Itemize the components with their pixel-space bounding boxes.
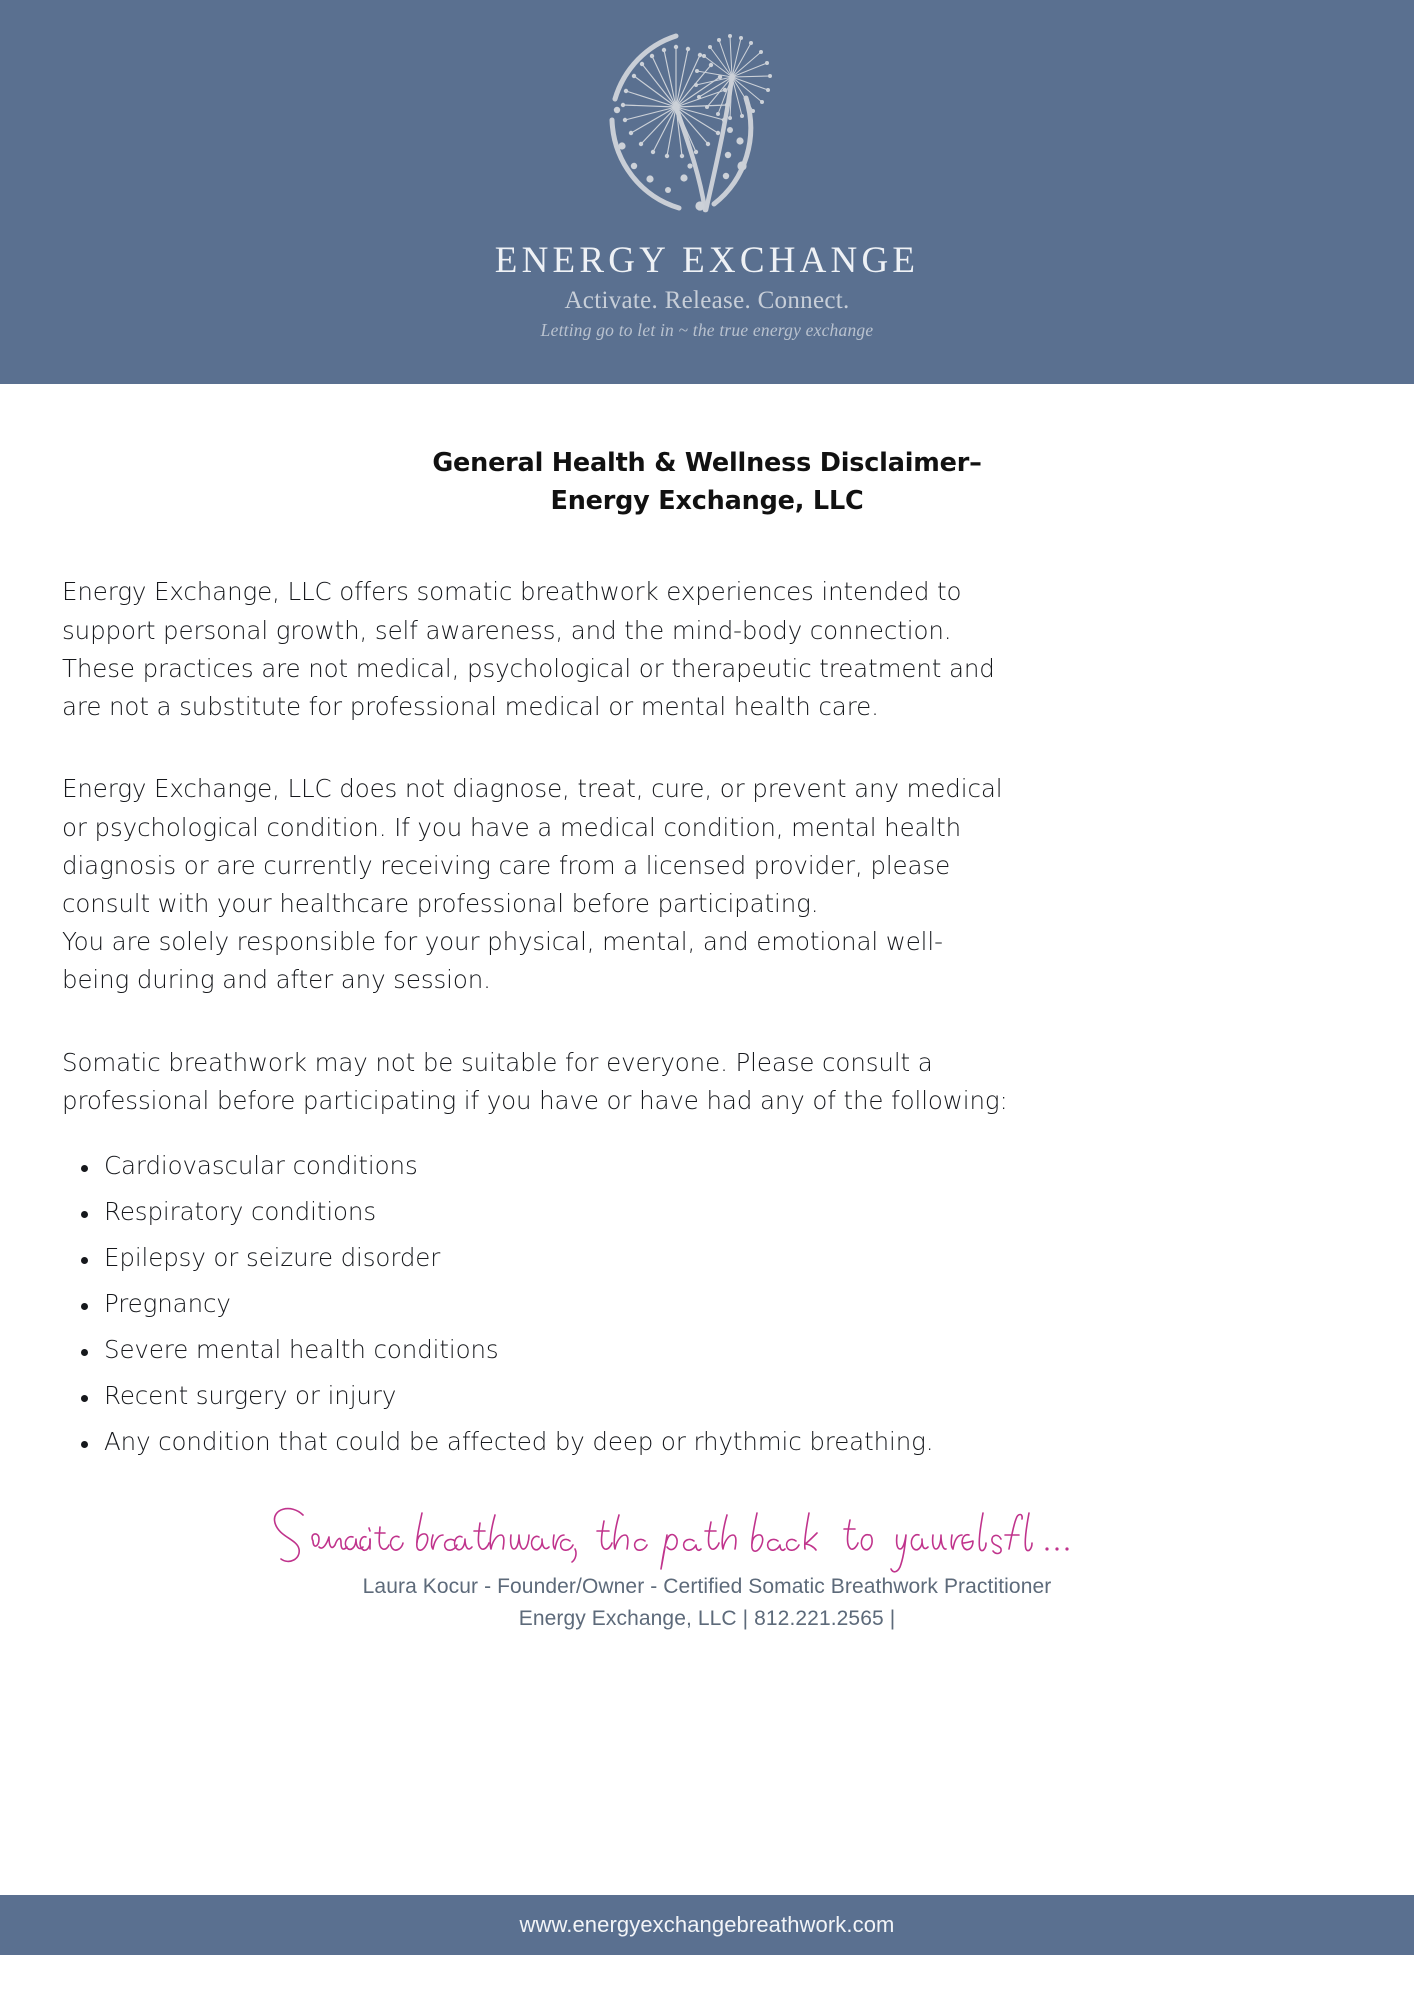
page-title-line-1: General Health & Wellness Disclaimer– — [432, 448, 982, 478]
paragraph-line: Somatic breathwork may not be suitable for everyone. Please consult a — [62, 1047, 933, 1077]
page-title — [62, 445, 1352, 520]
document-body — [0, 445, 1414, 1634]
list-item: Recent surgery or injury — [62, 1384, 1352, 1409]
brand-name: ENERGY EXCHANGE — [494, 240, 920, 281]
brand-subtagline: Letting go to let in ~ the true energy exchange — [540, 320, 874, 340]
footer-band — [0, 1895, 1414, 1955]
paragraph-line: You are solely responsible for your physical, mental, and emotional well- — [62, 927, 943, 957]
credit-line-practitioner: Laura Kocur - Founder/Owner - Certified Somatic Breathwork Practitioner — [362, 1574, 1052, 1598]
paragraph-no-diagnosis — [62, 770, 1352, 999]
list-item: Pregnancy — [62, 1292, 1352, 1317]
list-item: Epilepsy or seizure disorder — [62, 1246, 1352, 1271]
page-title-line-2: Energy Exchange, LLC — [550, 485, 864, 516]
paragraph-line: professional before participating if you have or have had any of the following: — [62, 1085, 1008, 1115]
paragraph-line: consult with your healthcare professional before participating. — [62, 889, 819, 918]
script-tagline-icon — [257, 1497, 1157, 1575]
paragraph-line: are not a substitute for professional medical or mental health care. — [62, 692, 879, 722]
signature-tagline — [62, 1497, 1352, 1575]
paragraph-line: diagnosis or are currently receiving care from a licensed provider, please — [62, 850, 951, 880]
header-band — [0, 0, 1414, 384]
paragraph-intro — [62, 573, 1352, 726]
paragraph-line: being during and after any session. — [62, 965, 491, 995]
dandelion-circle-logo — [572, 14, 842, 246]
list-item: Cardiovascular conditions — [62, 1154, 1352, 1179]
brand-tagline: Activate. Release. Connect. — [564, 287, 850, 314]
credit-block — [62, 1571, 1352, 1635]
list-item: Respiratory conditions — [62, 1200, 1352, 1225]
paragraph-line: support personal growth, self awareness, and the mind-body connection. — [62, 615, 952, 645]
credit-line-contact: Energy Exchange, LLC | 812.221.2565 | — [518, 1606, 896, 1630]
list-item: Any condition that could be affected by deep or rhythmic breathing. — [62, 1430, 1352, 1455]
paragraph-suitability — [62, 1044, 1352, 1120]
contraindication-list — [62, 1151, 1352, 1457]
paragraph-line: Energy Exchange, LLC does not diagnose, treat, cure, or prevent any medical — [62, 774, 1003, 804]
paragraph-line: Energy Exchange, LLC offers somatic breathwork experiences intended to — [62, 577, 962, 607]
paragraph-line: or psychological condition. If you have a medical condition, mental health — [62, 812, 962, 842]
website-url[interactable]: www.energyexchangebreathwork.com — [519, 1912, 895, 1937]
list-item: Severe mental health conditions — [62, 1338, 1352, 1363]
paragraph-line: These practices are not medical, psychological or therapeutic treatment and — [62, 653, 995, 683]
